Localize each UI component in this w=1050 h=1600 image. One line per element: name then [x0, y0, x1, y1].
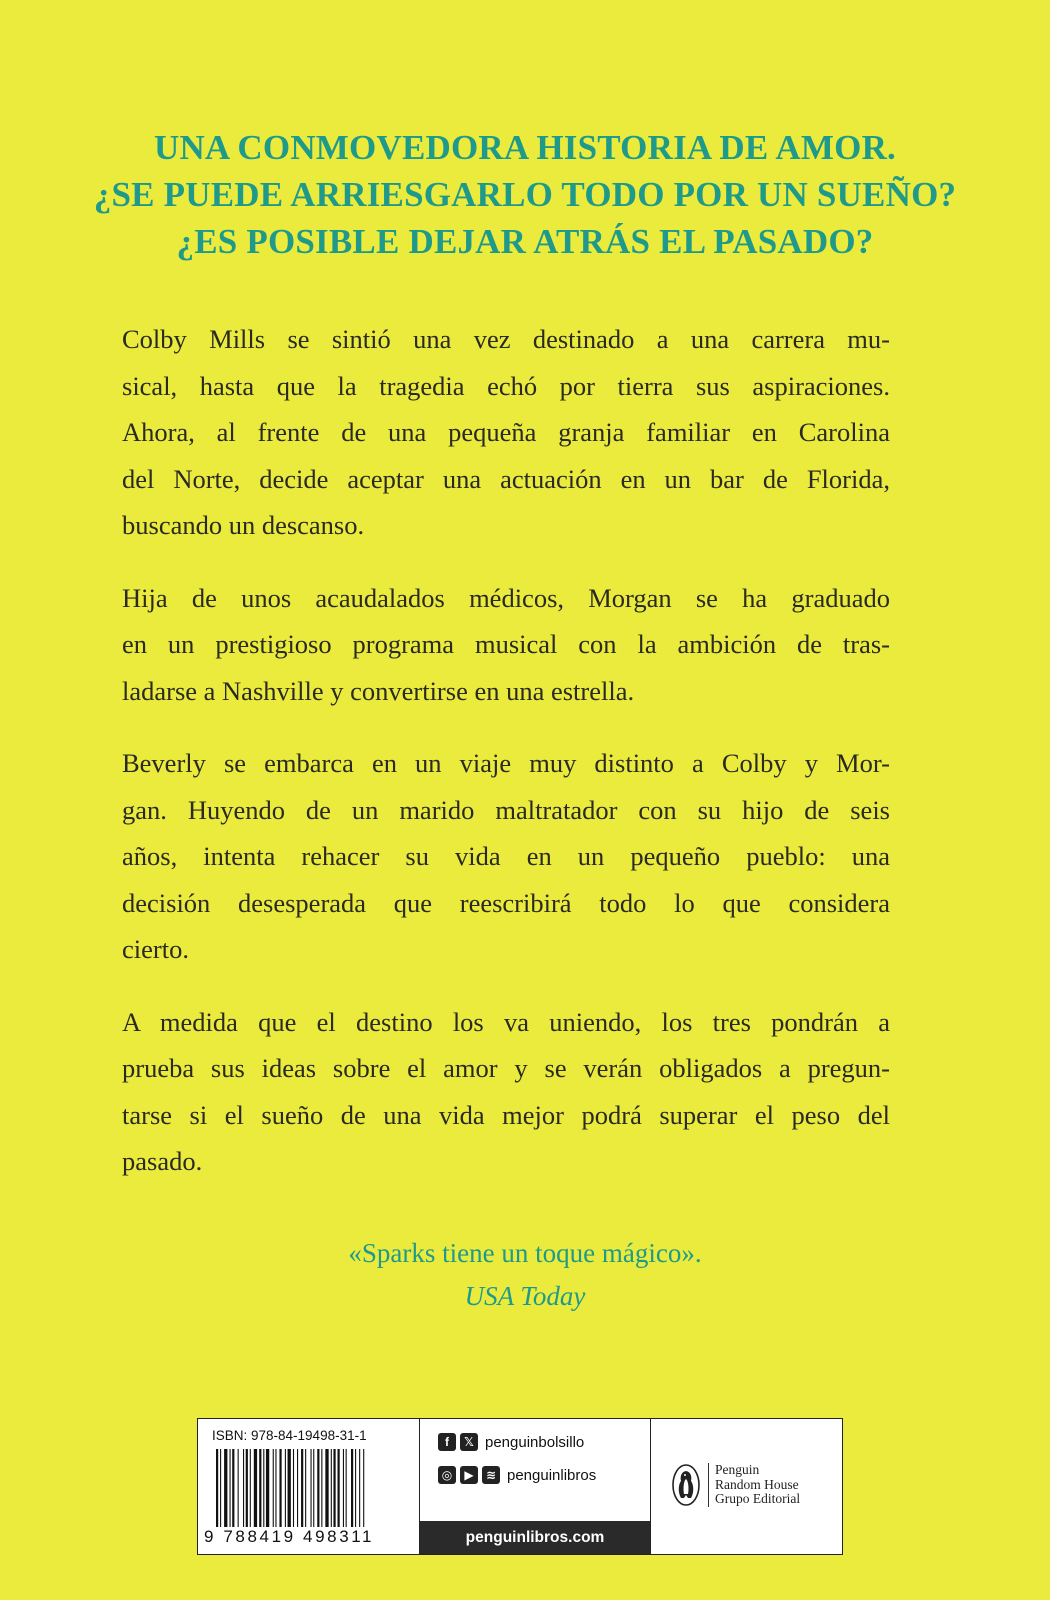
barcode: [206, 1449, 411, 1533]
social-handle: penguinlibros: [507, 1466, 597, 1484]
text-line: decisión desesperada que reescribirá todo lo que considera: [122, 887, 890, 918]
text-line: años, intenta rehacer su vida en un pequeño pueblo: una: [122, 841, 890, 871]
text-line: tarse si el sueño de una vida mejor podrá superar el peso del: [122, 1099, 890, 1130]
barcode-bar: [238, 1449, 239, 1527]
text-line: en un prestigioso programa musical con la ambición de tras-: [122, 629, 890, 659]
barcode-bar: [301, 1449, 303, 1527]
social-section: [419, 1419, 650, 1554]
headline: [0, 124, 1050, 265]
barcode-bar: [333, 1449, 335, 1527]
barcode-bar: [297, 1449, 298, 1527]
publisher-line: Random House: [715, 1476, 799, 1492]
instagram-icon: ◎: [438, 1466, 456, 1484]
barcode-bar: [317, 1449, 319, 1527]
barcode-bar: [250, 1449, 251, 1527]
spotify-icon: ≋: [482, 1466, 500, 1484]
publisher-info-box: [197, 1418, 843, 1555]
text-line: cierto.: [122, 934, 189, 964]
text-line: buscando un descanso.: [122, 510, 365, 540]
barcode-bar: [285, 1449, 286, 1527]
x-icon: 𝕏: [460, 1433, 478, 1451]
barcode-bar: [293, 1449, 294, 1527]
barcode-bar: [313, 1449, 314, 1527]
barcode-bar: [275, 1449, 276, 1527]
quote-text: «Sparks tiene un toque mágico».: [348, 1238, 702, 1268]
barcode-bar: [359, 1449, 360, 1527]
barcode-section: [198, 1419, 418, 1554]
synopsis: [122, 316, 890, 1211]
publisher-divider: [708, 1463, 709, 1507]
barcode-bar: [331, 1449, 332, 1527]
headline-line-1: UNA CONMOVEDORA HISTORIA DE AMOR.: [153, 128, 896, 167]
social-handle: penguinbolsillo: [485, 1433, 585, 1451]
barcode-bar: [338, 1449, 340, 1527]
text-line: prueba sus ideas sobre el amor y se verán obligados a pregun-: [122, 1053, 890, 1083]
barcode-bar: [220, 1449, 221, 1527]
barcode-bar: [321, 1449, 322, 1527]
headline-line-3: ¿ES POSIBLE DEJAR ATRÁS EL PASADO?: [176, 222, 874, 261]
barcode-bar: [243, 1449, 244, 1527]
publisher-line: Grupo Editorial: [715, 1491, 801, 1506]
barcode-bar: [351, 1449, 353, 1527]
social-row-bolsillo[interactable]: [438, 1431, 584, 1453]
text-line: A medida que el destino los va uniendo, los tres pondrán a: [122, 1006, 890, 1037]
barcode-bar: [288, 1449, 291, 1527]
text-line: pasado.: [122, 1146, 203, 1176]
publisher-name: [715, 1463, 800, 1507]
text-line: sical, hasta que la tragedia echó por tierra sus aspiraciones.: [122, 370, 890, 401]
paragraph-destino: [122, 999, 890, 1185]
penguin-logo-icon: [671, 1463, 701, 1507]
website-link[interactable]: penguinlibros.com: [420, 1521, 650, 1554]
barcode-bar: [216, 1449, 218, 1527]
text-line: Colby Mills se sintió una vez destinado a una carrera mu-: [122, 324, 890, 354]
barcode-bar: [263, 1449, 264, 1527]
barcode-bar: [230, 1449, 231, 1527]
barcode-bar: [355, 1449, 356, 1527]
paragraph-colby: [122, 316, 890, 549]
barcode-bar: [279, 1449, 281, 1527]
barcode-bar: [325, 1449, 328, 1527]
barcode-bar: [311, 1449, 312, 1527]
press-quote: [0, 1232, 1050, 1318]
facebook-icon: f: [438, 1433, 456, 1451]
barcode-bar: [305, 1449, 306, 1527]
paragraph-beverly: [122, 740, 890, 973]
text-line: del Norte, decide aceptar una actuación en un bar de Florida,: [122, 463, 890, 494]
barcode-bar: [346, 1449, 347, 1527]
social-row-libros[interactable]: [438, 1464, 596, 1486]
text-line: Beverly se embarca en un viaje muy distinto a Colby y Mor-: [122, 748, 890, 778]
text-line: ladarse a Nashville y convertirse en una estrella.: [122, 675, 635, 706]
barcode-bar: [259, 1449, 261, 1527]
paragraph-morgan: [122, 575, 890, 715]
text-line: gan. Huyendo de un marido maltratador con su hijo de seis: [122, 794, 890, 825]
publisher-section: [650, 1419, 844, 1554]
headline-line-2: ¿SE PUEDE ARRIESGARLO TODO POR UN SUEÑO?: [93, 175, 957, 214]
barcode-bar: [232, 1449, 234, 1527]
text-line: Hija de unos acaudalados médicos, Morgan se ha graduado: [122, 582, 890, 613]
barcode-bar: [273, 1449, 274, 1527]
barcode-bar: [224, 1449, 227, 1527]
barcode-bar: [343, 1449, 344, 1527]
quote-source: USA Today: [464, 1281, 586, 1311]
barcode-bar: [266, 1449, 269, 1527]
text-line: Ahora, al frente de una pequeña granja familiar en Carolina: [122, 417, 890, 447]
publisher-line: Penguin: [715, 1462, 760, 1477]
youtube-icon: ▶: [460, 1466, 478, 1484]
barcode-bar: [254, 1449, 257, 1527]
barcode-bar: [246, 1449, 248, 1527]
barcode-digits: 9 788419 498311: [204, 1527, 375, 1546]
isbn-label: ISBN: 978-84-19498-31-1: [212, 1428, 367, 1443]
barcode-bar: [363, 1449, 364, 1527]
